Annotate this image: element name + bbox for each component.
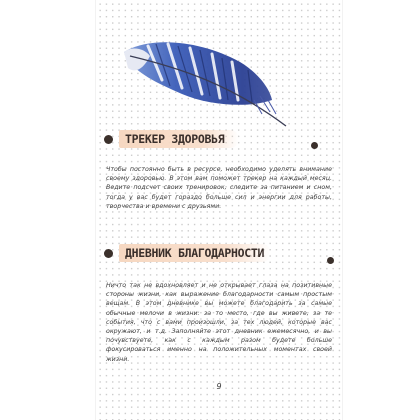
bullet-icon (104, 249, 113, 258)
heading-text: ТРЕКЕР ЗДОРОВЬЯ (125, 132, 225, 146)
feather-illustration (110, 34, 300, 134)
gratitude-journal-paragraph: Ничто так не вдохновляет и не открывает глаза на позитивные стороны жизни, как выражение благодарности самым простым вещам. В этом дневнике вы можете благодарить за самые обычные мелочи в жизни: за то место, где вы живете, за те события, что с вами произошли, за тех людей, которые вас окружают, и т.д. Заполняйте этот дневник ежемесячно, и вы почувствуете, как с каждым разом будете больше фокусироваться именно на положительных моментах своей жизни. (106, 282, 332, 363)
decorative-dot-icon (311, 142, 318, 149)
heading-highlight (119, 244, 271, 262)
section-heading-gratitude-journal (104, 244, 271, 262)
bullet-icon (104, 135, 113, 144)
health-tracker-paragraph: Чтобы постоянно быть в ресурсе, необходимо уделять внимание своему здоровью. В этом вам поможет трекер на каждый месяц. Ведите подсчет своих тренировок, следите за питанием и сном, тогда у вас будет гораздо больше сил и энергии для работы, творчества и времени с друзьями. (106, 166, 332, 210)
section-heading-health-tracker (104, 130, 239, 148)
page-number: 9 (216, 382, 222, 391)
heading-text: ДНЕВНИК БЛАГОДАРНОСТИ (125, 246, 265, 260)
decorative-dot-icon (327, 257, 334, 264)
book-page (96, 0, 342, 420)
heading-highlight (119, 130, 239, 148)
